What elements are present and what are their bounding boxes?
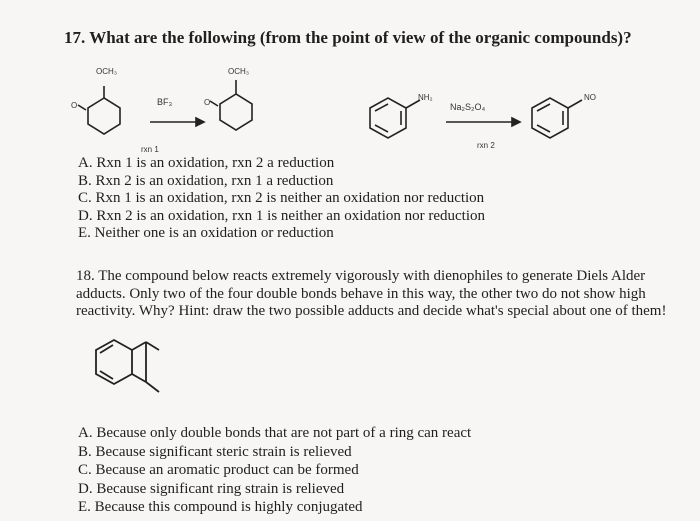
- question-17-title: 17. What are the following (from the point of view of the organic compounds)?: [64, 28, 632, 47]
- reagent-2-label: Na₂S₂O₄: [450, 102, 486, 112]
- no-label: NO: [584, 93, 596, 102]
- q18-option-a: A. Because only double bonds that are not part of a ring can react: [78, 425, 472, 441]
- o-right-label: O: [204, 98, 211, 107]
- rxn-2-label: rxn 2: [477, 141, 495, 150]
- diene-structure: [84, 332, 174, 402]
- reaction-scheme: [0, 58, 700, 168]
- rxn-1-label: rxn 1: [141, 145, 159, 154]
- q18-option-c: C. Because an aromatic product can be formed: [78, 462, 359, 478]
- question-18-options: [78, 424, 471, 517]
- och3-right-label: OCH₃: [228, 67, 250, 76]
- q17-option-a: A. Rxn 1 is an oxidation, rxn 2 a reduction: [78, 155, 335, 171]
- nh2-label: NH₂: [418, 93, 433, 102]
- q17-option-c: C. Rxn 1 is an oxidation, rxn 2 is neither an oxidation nor reduction: [78, 190, 485, 207]
- q17-option-b: B. Rxn 2 is an oxidation, rxn 1 a reduction: [78, 172, 334, 189]
- q18-option-e: E. Because this compound is highly conjugated: [78, 499, 363, 515]
- question-18-text: 18. The compound below reacts extremely vigorously with dienophiles to generate Diels Alder adducts. Only two of the four double bonds behave in this way, the other two do not show high reactivity. Why? Hint: draw the two possible adducts and decide what's special about one of them!: [76, 268, 667, 319]
- reagent-1-label: BF₃: [157, 97, 173, 107]
- q18-option-d: D. Because significant ring strain is relieved: [78, 480, 345, 497]
- q17-option-d: D. Rxn 2 is an oxidation, rxn 1 is neither an oxidation nor reduction: [78, 207, 486, 224]
- question-17-options: [78, 155, 485, 243]
- och3-left-label: OCH₃: [96, 67, 118, 76]
- q18-option-b: B. Because significant steric strain is relieved: [78, 443, 352, 460]
- q17-option-e: E. Neither one is an oxidation or reduction: [78, 225, 334, 242]
- o-left-label: O: [71, 101, 78, 110]
